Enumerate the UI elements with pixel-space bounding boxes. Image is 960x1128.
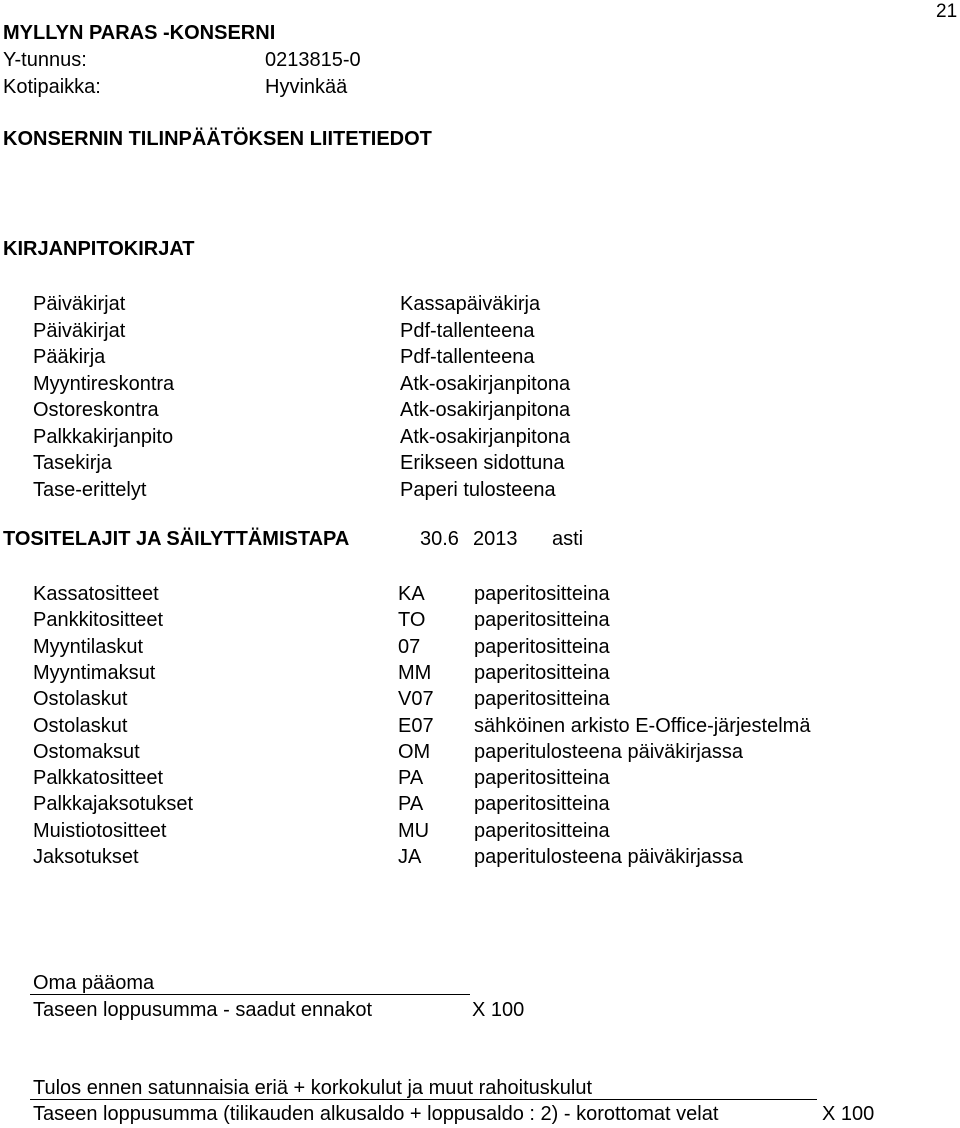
vouchers-heading: TOSITELAJIT JA SÄILYTTÄMISTAPA: [3, 528, 350, 550]
voucher-storage-method: paperitositteina: [474, 635, 610, 658]
company-name: MYLLYN PARAS -KONSERNI: [3, 22, 276, 44]
voucher-type: Palkkajaksotukset: [33, 793, 194, 816]
page-number: 21: [936, 1, 958, 22]
domicile-value: Hyvinkää: [265, 76, 348, 98]
formula2-fraction-line: [30, 1099, 817, 1100]
vouchers-date-suffix: asti: [552, 528, 584, 550]
voucher-code: E07: [398, 714, 434, 737]
book-name: Päiväkirjat: [33, 319, 126, 342]
voucher-type: Ostolaskut: [33, 688, 128, 711]
formula2-multiplier: X 100: [822, 1103, 875, 1125]
book-name: Myyntireskontra: [33, 372, 175, 395]
voucher-code: PA: [398, 767, 424, 790]
formula2-numerator: Tulos ennen satunnaisia eriä + korkokulut ja muut rahoituskulut: [33, 1077, 593, 1099]
book-name: Pääkirja: [33, 346, 106, 368]
book-name: Tase-erittelyt: [33, 478, 147, 501]
voucher-code: OM: [398, 740, 431, 763]
book-storage-form: Pdf-tallenteena: [400, 346, 535, 368]
voucher-type: Palkkatositteet: [33, 767, 164, 790]
voucher-type: Myyntimaksut: [33, 661, 156, 684]
voucher-storage-method: sähköinen arkisto E-Office-järjestelmä: [474, 714, 811, 737]
books-heading: KIRJANPITOKIRJAT: [3, 238, 195, 260]
book-storage-form: Atk-osakirjanpitona: [400, 372, 571, 395]
voucher-code: TO: [398, 609, 426, 632]
voucher-type: Ostomaksut: [33, 740, 140, 763]
voucher-code: MM: [398, 661, 432, 684]
voucher-storage-method: paperitositteina: [474, 661, 610, 684]
book-storage-form: Pdf-tallenteena: [400, 319, 535, 342]
voucher-storage-method: paperitositteina: [474, 688, 610, 711]
voucher-storage-method: paperitulosteena päiväkirjassa: [474, 846, 744, 868]
book-name: Palkkakirjanpito: [33, 425, 174, 448]
book-storage-form: Erikseen sidottuna: [400, 452, 565, 474]
book-storage-form: Kassapäiväkirja: [400, 293, 541, 315]
voucher-storage-method: paperitositteina: [474, 767, 610, 790]
voucher-storage-method: paperitositteina: [474, 583, 610, 605]
formula1-numerator: Oma pääoma: [33, 972, 155, 994]
domicile-label: Kotipaikka:: [3, 76, 101, 98]
section-title: KONSERNIN TILINPÄÄTÖKSEN LIITETIEDOT: [3, 128, 432, 150]
business-id-value: 0213815-0: [265, 49, 361, 71]
voucher-code: PA: [398, 793, 424, 816]
voucher-storage-method: paperitulosteena päiväkirjassa: [474, 740, 744, 763]
formula1-fraction-line: [30, 994, 470, 995]
formula1-denominator: Taseen loppusumma - saadut ennakot: [33, 999, 373, 1021]
voucher-type: Jaksotukset: [33, 846, 139, 868]
voucher-type: Muistiotositteet: [33, 819, 167, 842]
voucher-code: 07: [398, 635, 421, 658]
voucher-storage-method: paperitositteina: [474, 819, 610, 842]
book-name: Tasekirja: [33, 452, 112, 474]
book-storage-form: Atk-osakirjanpitona: [400, 399, 571, 421]
voucher-storage-method: paperitositteina: [474, 609, 610, 632]
voucher-storage-method: paperitositteina: [474, 793, 610, 816]
voucher-type: Pankkitositteet: [33, 609, 164, 632]
vouchers-date-year: 2013: [473, 528, 518, 550]
book-storage-form: Atk-osakirjanpitona: [400, 425, 571, 448]
voucher-type: Myyntilaskut: [33, 635, 144, 658]
book-name: Päiväkirjat: [33, 293, 126, 315]
formula2-denominator: Taseen loppusumma (tilikauden alkusaldo + loppusaldo : 2) - korottomat velat: [33, 1103, 719, 1125]
voucher-code: JA: [398, 846, 422, 868]
voucher-code: KA: [398, 583, 425, 605]
voucher-code: V07: [398, 688, 434, 711]
voucher-type: Ostolaskut: [33, 714, 128, 737]
book-storage-form: Paperi tulosteena: [400, 478, 556, 501]
vouchers-date-day: 30.6: [420, 528, 459, 550]
book-name: Ostoreskontra: [33, 399, 159, 421]
voucher-type: Kassatositteet: [33, 583, 159, 605]
voucher-code: MU: [398, 819, 430, 842]
business-id-label: Y-tunnus:: [3, 49, 87, 71]
formula1-multiplier: X 100: [472, 999, 525, 1021]
